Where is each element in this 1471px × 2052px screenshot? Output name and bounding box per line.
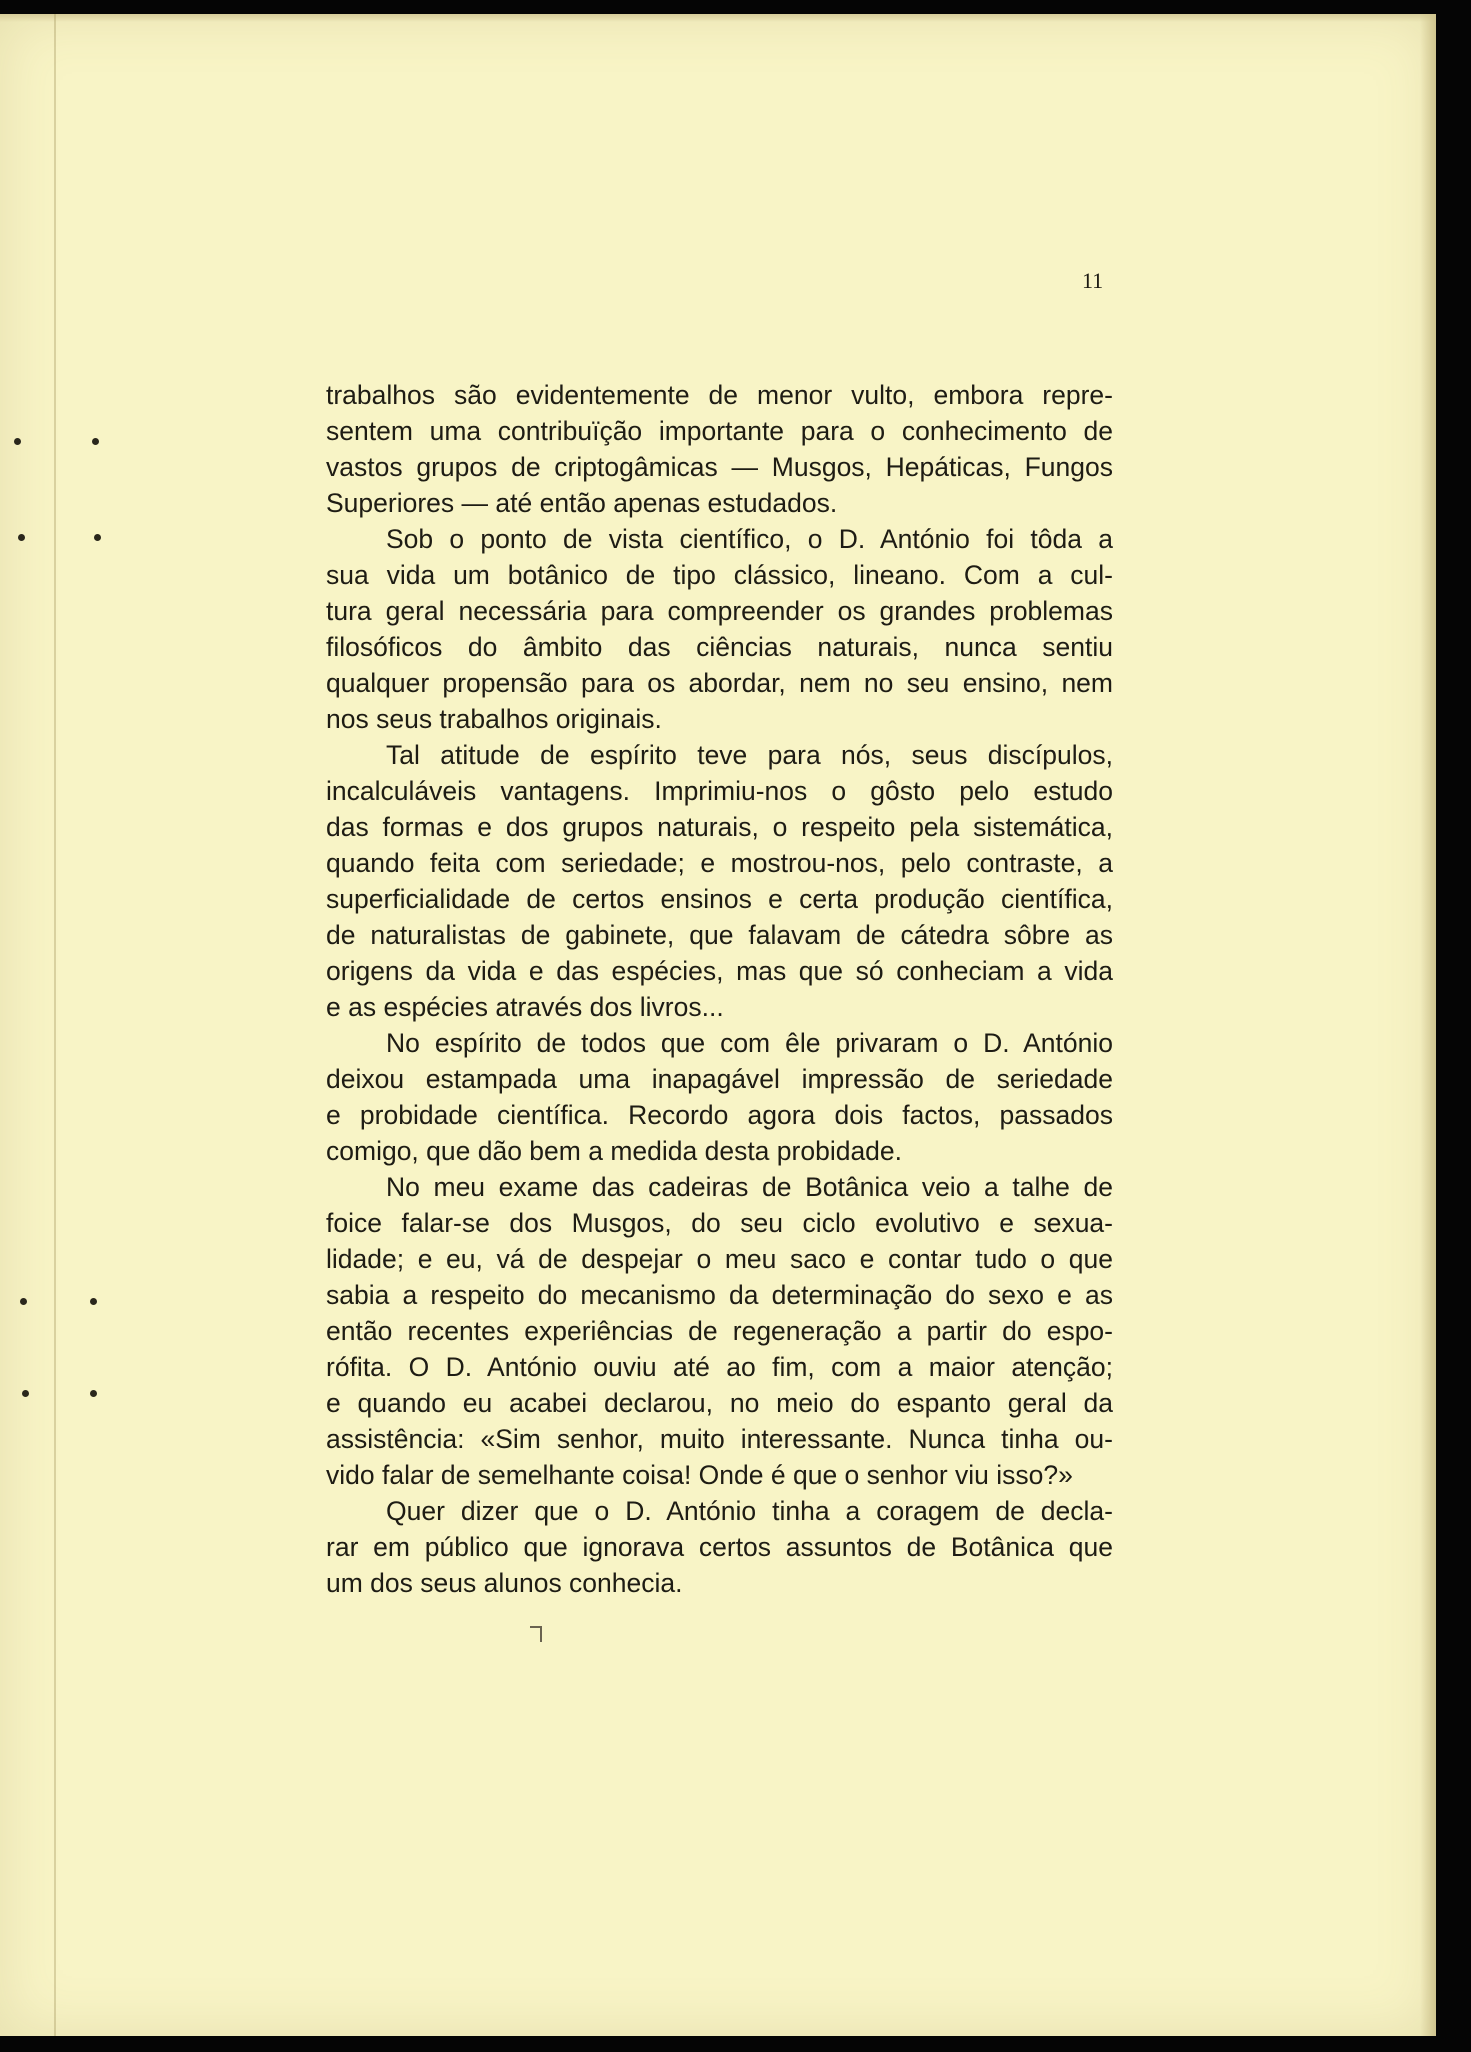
text-line: lidade; e eu, vá de despejar o meu saco e contar tudo o que [326,1244,1113,1274]
page-gutter-line [54,14,56,2036]
text-line: e quando eu acabei declarou, no meio do espanto geral da [326,1388,1113,1418]
paragraph [326,521,1113,737]
text-line: Sob o ponto de vista científico, o D. António foi tôda a [386,524,1113,554]
paragraph [326,377,1113,521]
text-line: qualquer propensão para os abordar, nem no seu ensino, nem [326,668,1113,698]
binding-hole [90,1390,97,1397]
page-right-edge [1420,14,1436,2036]
text-line: assistência: «Sim senhor, muito interessante. Nunca tinha ou- [326,1424,1113,1454]
text-line: então recentes experiências de regeneração a partir do espo- [326,1316,1113,1346]
text-line: filosóficos do âmbito das ciências naturais, nunca sentiu [326,632,1113,662]
text-line: Superiores — até então apenas estudados. [326,488,838,518]
text-line: sua vida um botânico de tipo clássico, lineano. Com a cul- [326,560,1113,590]
text-line: das formas e dos grupos naturais, o respeito pela sistemática, [326,812,1113,842]
text-line: incalculáveis vantagens. Imprimiu-nos o gôsto pelo estudo [326,776,1113,806]
binding-hole [18,534,25,541]
text-line: trabalhos são evidentemente de menor vulto, embora repre- [326,380,1113,410]
paragraph [326,1169,1113,1493]
text-line: No meu exame das cadeiras de Botânica veio a talhe de [386,1172,1113,1202]
page-top-edge [0,14,1436,22]
text-line: No espírito de todos que com êle privaram o D. António [386,1028,1113,1058]
text-line: tura geral necessária para compreender os grandes problemas [326,596,1113,626]
text-line: e probidade científica. Recordo agora dois factos, passados [326,1100,1113,1130]
text-line: Quer dizer que o D. António tinha a coragem de decla- [386,1496,1113,1526]
paragraph [326,1025,1113,1169]
text-line: e as espécies através dos livros... [326,992,724,1022]
text-line: deixou estampada uma inapagável impressão de seriedade [326,1064,1113,1094]
text-line: rar em público que ignorava certos assuntos de Botânica que [326,1532,1113,1562]
text-line: comigo, que dão bem a medida desta probidade. [326,1136,903,1166]
binding-hole [14,438,21,445]
text-line: foice falar-se dos Musgos, do seu ciclo evolutivo e sexua- [326,1208,1113,1238]
page-number: 11 [1082,268,1104,293]
text-line: sentem uma contribuïção importante para o conhecimento de [326,416,1113,446]
paragraph [326,1493,1113,1601]
text-line: vido falar de semelhante coisa! Onde é que o senhor viu isso?» [326,1460,1073,1490]
text-line: nos seus trabalhos originais. [326,704,662,734]
book-page [0,14,1436,2036]
binding-hole [92,438,99,445]
text-line: de naturalistas de gabinete, que falavam de cátedra sôbre as [326,920,1113,950]
binding-hole [90,1298,97,1305]
binding-hole [22,1390,29,1397]
binding-hole [94,534,101,541]
stray-ink-mark [530,1626,542,1642]
binding-hole [20,1298,27,1305]
text-line: Tal atitude de espírito teve para nós, seus discípulos, [386,740,1113,770]
text-line: quando feita com seriedade; e mostrou-nos, pelo contraste, a [326,848,1113,878]
text-line: origens da vida e das espécies, mas que só conheciam a vida [326,956,1113,986]
text-line: rófita. O D. António ouviu até ao fim, com a maior atenção; [326,1352,1113,1382]
text-line: superficialidade de certos ensinos e certa produção científica, [326,884,1113,914]
body-text [326,377,1113,1601]
text-line: sabia a respeito do mecanismo da determinação do sexo e as [326,1280,1113,1310]
paragraph [326,737,1113,1025]
text-line: vastos grupos de criptogâmicas — Musgos, Hepáticas, Fungos [326,452,1113,482]
text-line: um dos seus alunos conhecia. [326,1568,683,1598]
